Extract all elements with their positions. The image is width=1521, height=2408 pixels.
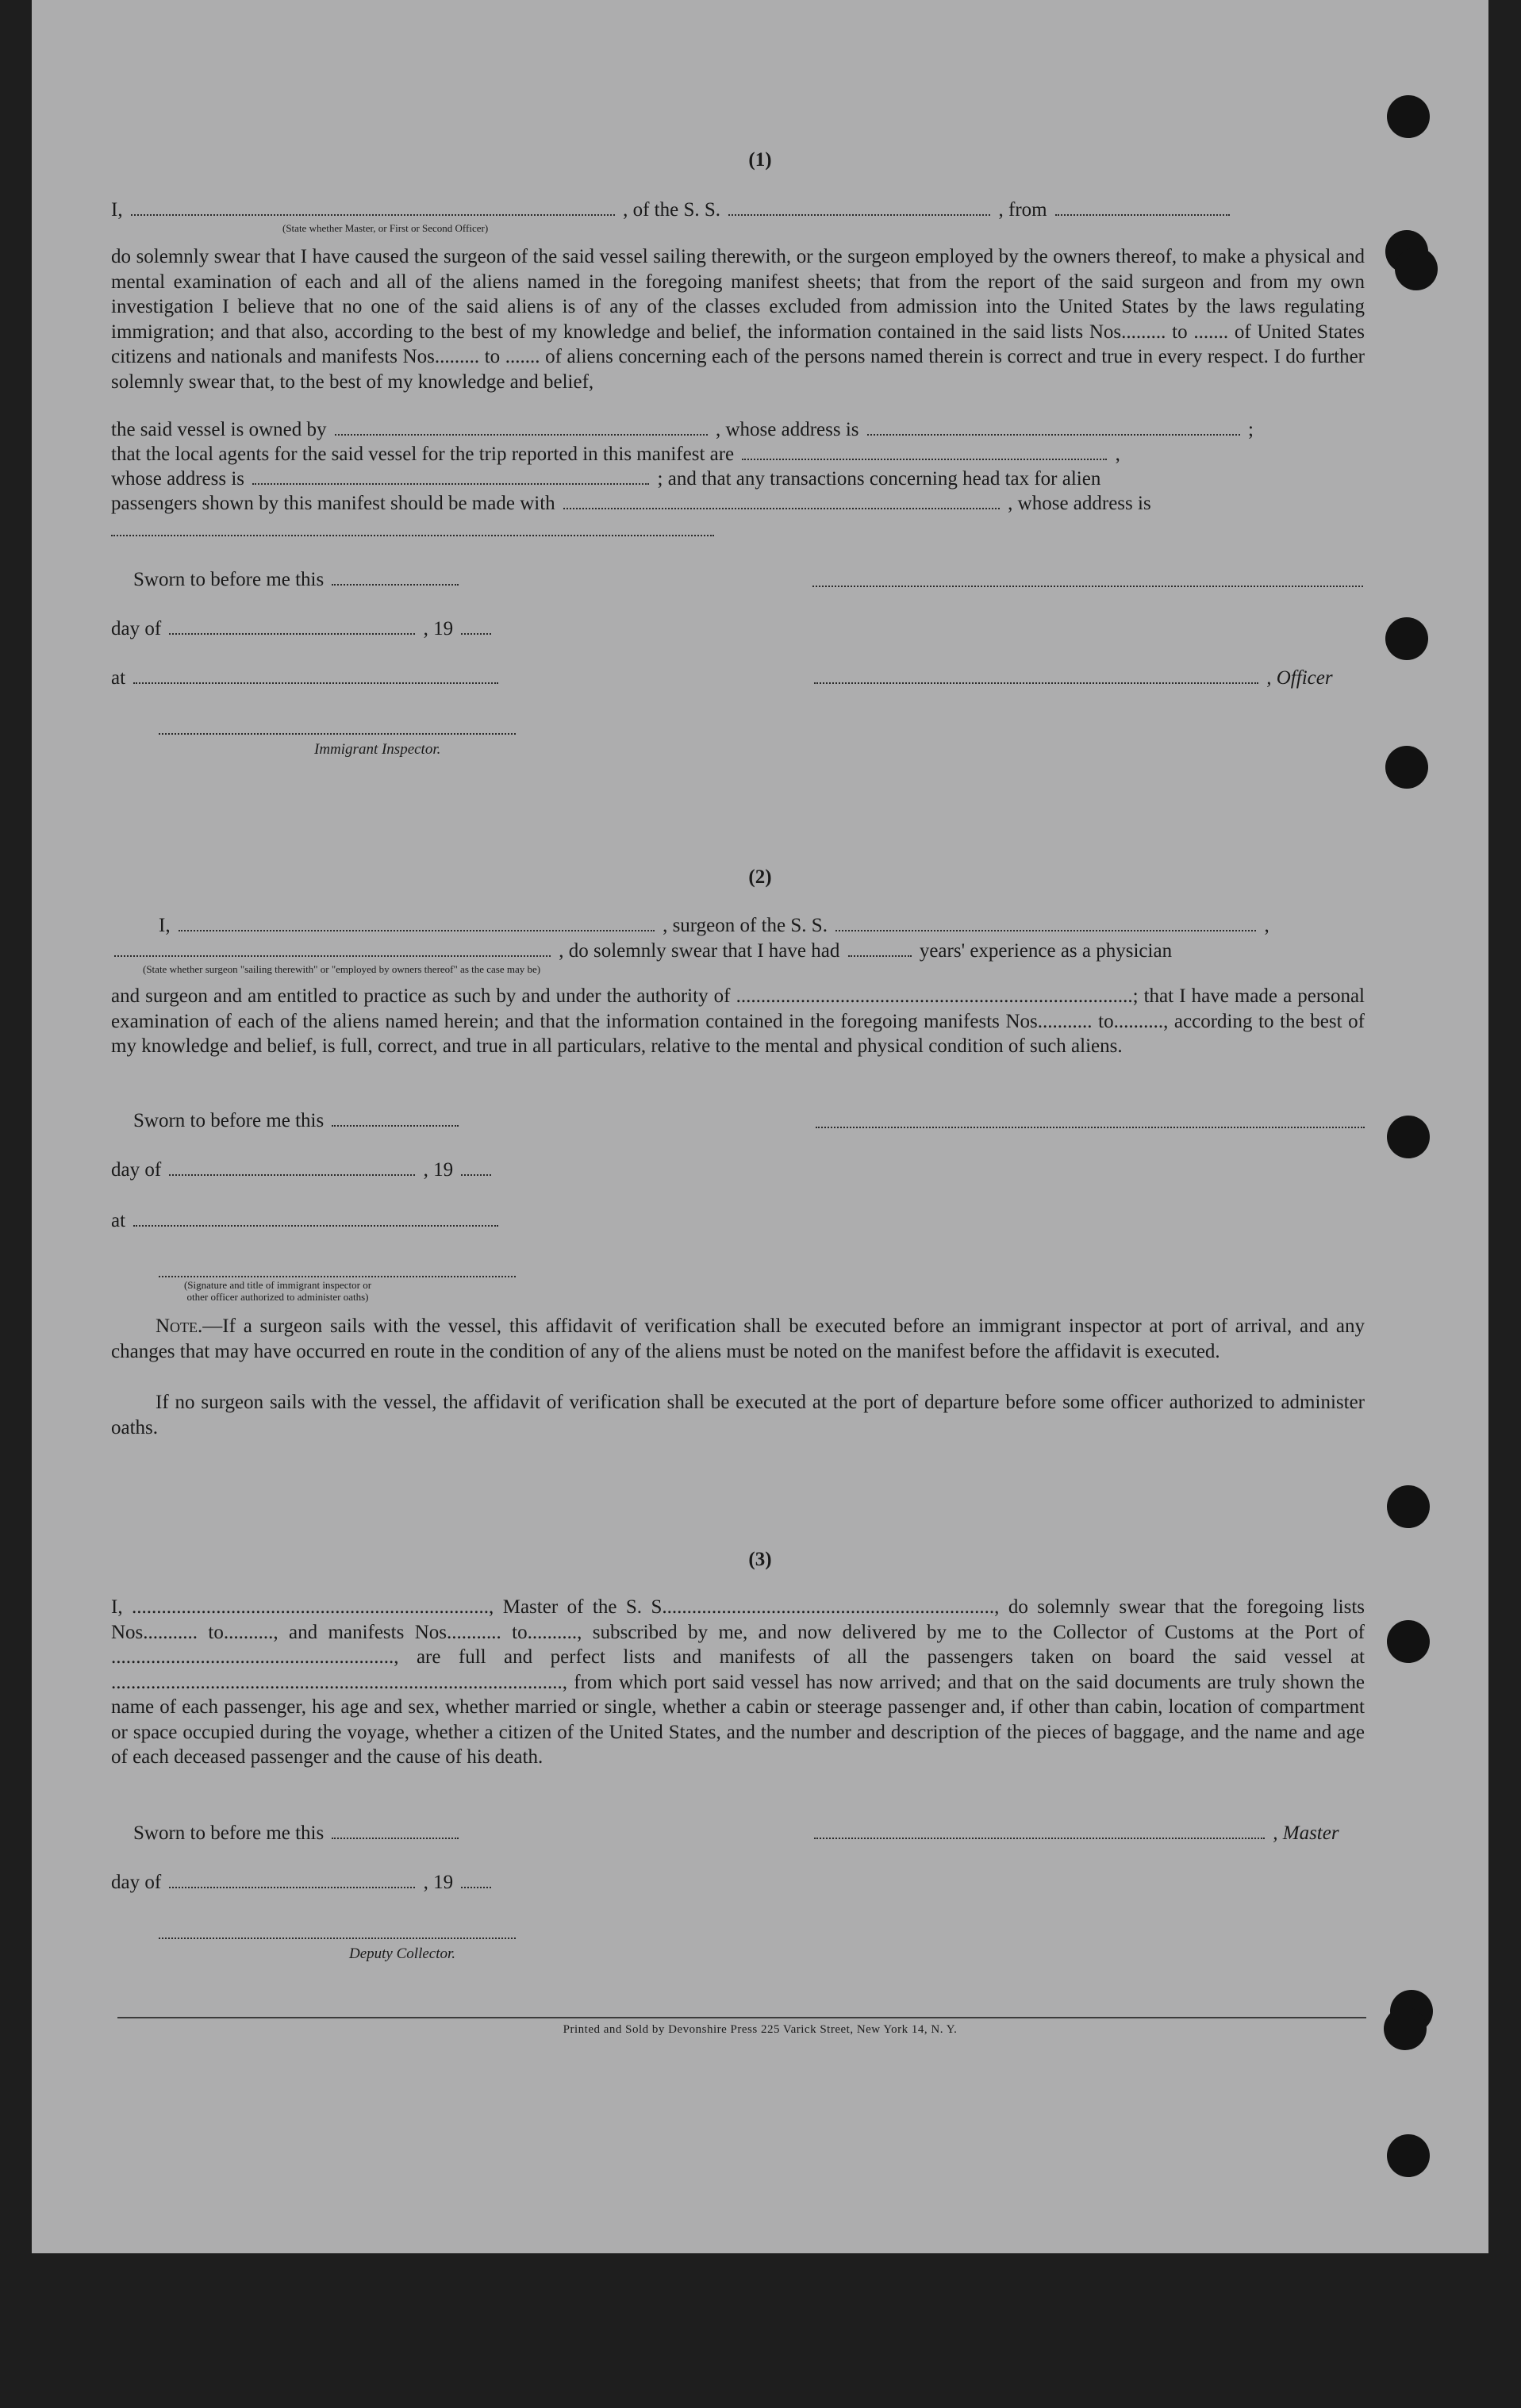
agents-address-field[interactable] (252, 483, 649, 485)
officer-line (811, 666, 1333, 690)
authorized-officer-signature-field[interactable] (159, 1276, 516, 1277)
vessel-field[interactable] (728, 214, 990, 216)
section-2-number: (2) (748, 866, 772, 888)
year-prefix: , 19 (423, 1159, 454, 1181)
sworn-day-field[interactable] (332, 1125, 459, 1127)
month-field[interactable] (169, 1174, 415, 1176)
sworn-label: Sworn to before me this (133, 1822, 325, 1844)
master-note: (State whether Master, or First or Second Officer) (282, 222, 489, 234)
punch-hole (1395, 248, 1438, 290)
note-text: —If a surgeon sails with the vessel, this affidavit of verification shall be executed before an immigrant inspector at port of arrival, and any changes that may have occurred en route in the condition of any of the aliens must be noted on the manifest before the affidavit is executed. (111, 1315, 1365, 1362)
month-field[interactable] (169, 633, 415, 635)
master-line (811, 1822, 1339, 1845)
sworn-label: Sworn to before me this (133, 569, 325, 590)
surgeon-vessel-field[interactable] (835, 930, 1256, 931)
owner-address-field[interactable] (867, 434, 1240, 436)
sworn-line-3 (133, 1822, 462, 1845)
master-signature-field[interactable] (814, 1838, 1265, 1839)
at-label: at (111, 667, 126, 689)
passengers-text: passengers shown by this manifest should be made with (111, 493, 555, 514)
passengers-line (111, 492, 1365, 516)
sworn-label: Sworn to before me this (133, 1110, 325, 1131)
of-ss-label: , of the S. S. (623, 199, 721, 221)
bleed-through (746, 103, 1222, 124)
printer-credit: Printed and Sold by Devonshire Press 225 Varick Street, New York 14, N. Y. (563, 2023, 958, 2036)
local-agents-label: that the local agents for the said vessel for the trip reported in this manifest are (111, 444, 735, 465)
from-field[interactable] (1055, 214, 1230, 216)
day-of-line-1 (111, 617, 494, 641)
whose-address-label: , whose address is (1008, 493, 1151, 514)
name-field[interactable] (131, 214, 615, 216)
sworn-day-field[interactable] (332, 1838, 459, 1839)
head-tax-text: ; and that any transactions concerning head tax for alien (657, 468, 1101, 490)
officer-signature-field[interactable] (814, 682, 1258, 684)
years-field[interactable] (848, 955, 912, 957)
swear-had-text: , do solemnly swear that I have had (559, 940, 840, 962)
surgeon-header-line (159, 914, 1366, 938)
master-signature-field[interactable] (812, 586, 1363, 587)
whose-address-label: whose address is (111, 468, 245, 490)
note-text-2: If no surgeon sails with the vessel, the affidavit of verification shall be executed at the port of departure before some officer authorized to administer oaths. (111, 1392, 1365, 1438)
head-tax-agent-field[interactable] (563, 508, 1000, 509)
semicolon: ; (1248, 419, 1254, 440)
section-1-header-line (111, 198, 1365, 222)
surgeon-status-field[interactable] (114, 955, 551, 957)
deputy-signature-field[interactable] (159, 1938, 516, 1939)
at-line-1 (111, 666, 501, 690)
day-of-label: day of (111, 1159, 162, 1181)
punch-hole (1385, 746, 1428, 789)
immigrant-inspector-label: Immigrant Inspector. (314, 741, 441, 758)
owned-by-line (111, 418, 1365, 442)
section-3-number: (3) (748, 1549, 772, 1570)
inspector-signature-field[interactable] (159, 733, 516, 735)
sworn-line-1 (133, 568, 462, 592)
pronoun-i: I, (159, 915, 171, 936)
surgeon-name-field[interactable] (179, 930, 655, 931)
punch-hole (1387, 2134, 1430, 2177)
pronoun-i: I, (111, 199, 123, 221)
punch-hole (1387, 1116, 1430, 1158)
experience-line (111, 939, 1365, 963)
comma: , (1264, 915, 1269, 936)
day-of-line-3 (111, 1871, 494, 1895)
owner-field[interactable] (335, 434, 708, 436)
section-1-number: (1) (748, 149, 772, 171)
form-page (32, 0, 1488, 2253)
at-line-2 (111, 1209, 501, 1233)
year-prefix: , 19 (423, 618, 454, 639)
signature-note: (Signature and title of immigrant inspector or other officer authorized to administer oaths) (183, 1279, 372, 1303)
owned-by-label: the said vessel is owned by (111, 419, 327, 440)
day-of-label: day of (111, 618, 162, 639)
from-label: , from (998, 199, 1047, 221)
surgeon-note: (State whether surgeon "sailing therewith" or "employed by owners thereof" as the case may be) (143, 963, 541, 975)
year-field[interactable] (461, 1887, 491, 1888)
agents-address-line (111, 467, 1365, 491)
master-label: , Master (1273, 1822, 1339, 1844)
deputy-collector-label: Deputy Collector. (349, 1945, 456, 1962)
day-of-label: day of (111, 1872, 162, 1893)
place-field[interactable] (133, 1225, 498, 1227)
whose-address-label: , whose address is (715, 419, 859, 440)
punch-hole (1387, 1485, 1430, 1528)
punch-hole (1387, 95, 1430, 138)
officer-label: , Officer (1266, 667, 1333, 689)
section-2-body: and surgeon and am entitled to practice as such by and under the authority of ................................................................................; that I have made a personal examination of each of the aliens named herein; and that the information contained in the foregoing manifests Nos........... to.........., according to the best of my knowledge and belief, is full, correct, and true in all particulars, relative to the mental and physical condition of such aliens. (111, 985, 1365, 1057)
place-field[interactable] (133, 682, 498, 684)
surgeon-of-label: , surgeon of the S. S. (663, 915, 828, 936)
section-1-body: do solemnly swear that I have caused the surgeon of the said vessel sailing therewith, or the surgeon employed by the owners thereof, to make a physical and mental examination of each and all of the aliens named in the foregoing manifest sheets; that from the report of the said surgeon and from my own investigation I believe that no one of the said aliens is of any of the classes excluded from admission into the United States by the laws regulating immigration; and that also, according to the best of my knowledge and belief, the information contained in the said lists Nos......... to ....... of United States citizens and nationals and manifests Nos......... to ....... of aliens concerning each of the persons named therein is correct and true in every respect. I do further solemnly swear that, to the best of my knowledge and belief, (111, 246, 1365, 393)
agents-field[interactable] (742, 459, 1107, 460)
year-prefix: , 19 (423, 1872, 454, 1893)
note-label: Note. (156, 1315, 203, 1337)
punch-hole (1387, 1620, 1430, 1663)
year-field[interactable] (461, 1174, 491, 1176)
day-of-line-2 (111, 1158, 494, 1182)
years-text: years' experience as a physician (919, 940, 1173, 962)
comma: , (1115, 444, 1120, 465)
sworn-day-field[interactable] (332, 584, 459, 586)
surgeon-signature-field[interactable] (816, 1127, 1365, 1128)
month-field[interactable] (169, 1887, 415, 1888)
punch-hole (1385, 617, 1428, 660)
surgeon-note-paragraph (111, 1314, 1365, 1364)
sworn-line-2 (133, 1109, 462, 1133)
footer-rule (117, 2017, 1366, 2018)
section-3-body: I, ........................................................................, Master of the S. S..................................................................., do solemnly swear that the foregoing lists Nos........... to.........., and manifests Nos........... to.........., subscribed by me, and now delivered by me to the Collector of Customs at the Port of ........................................................., are full and perfect lists and manifests of all the passengers taken on board the said vessel at ..........................................................................................., from which port said vessel has now arrived; and that on the said documents are truly shown the name of each passenger, his age and sex, whether married or single, whether a cabin or steerage passenger and, if other than cabin, location of compartment or space occupied during the voyage, whether a citizen of the United States, and the number and description of the pieces of baggage, and the name and age of each deceased passenger and the cause of his death. (111, 1596, 1365, 1768)
local-agents-line (111, 443, 1365, 467)
head-tax-address-field[interactable] (111, 535, 714, 536)
no-surgeon-paragraph (111, 1390, 1365, 1440)
at-label: at (111, 1210, 126, 1231)
year-field[interactable] (461, 633, 491, 635)
